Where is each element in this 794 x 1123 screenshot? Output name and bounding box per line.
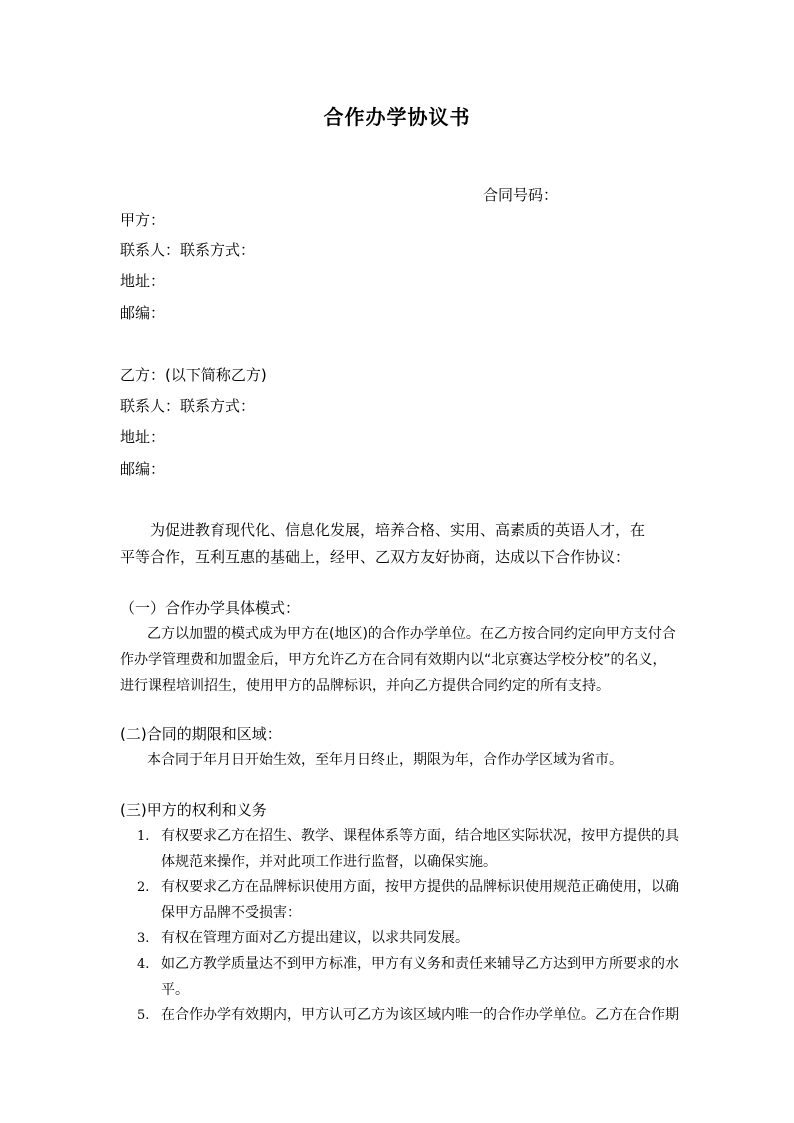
list-item-text: 有权要求乙方在招生、教学、课程体系等方面，结合地区实际状况，按甲方提供的具 [161,828,679,844]
list-item-number: 3. [137,931,150,946]
party-a-name-label: 甲方： [120,211,166,229]
contract-number-label: 合同号码： [483,186,559,204]
list-item-text: 如乙方教学质量达不到甲方标准，甲方有义务和责任来辅导乙方达到甲方所要求的水 [161,956,679,972]
section-1-line: 作办学管理费和加盟金后，甲方允许乙方在合同有效期内以“北京赛达学校分校”的名义， [120,652,667,668]
document-title: 合作办学协议书 [323,105,471,129]
party-a-contact-label: 联系人：联系方式： [120,241,256,259]
section-1-line: 进行课程培训招生，使用甲方的品牌标识，并向乙方提供合同约定的所有支持。 [120,678,610,694]
party-b-postcode-label: 邮编： [120,460,166,478]
intro-line: 平等合作，互利互惠的基础上，经甲、乙双方友好协商，达成以下合作协议： [120,548,631,566]
section-1-line: 乙方以加盟的模式成为甲方在(地区)的合作办学单位。在乙方按合同约定向甲方支付合 [147,626,676,642]
party-a-address-label: 地址： [120,272,166,290]
party-a-postcode-label: 邮编： [120,304,166,322]
list-item-text: 体规范来操作，并对此项工作进行监督，以确保实施。 [161,854,497,870]
list-item-text: 保甲方品牌不受损害： [161,905,301,921]
list-item-number: 5. [137,1008,150,1023]
list-item-number: 4. [137,957,150,972]
list-item-text: 平。 [161,982,189,998]
section-2-line: 本合同于年月日开始生效，至年月日终止，期限为年，合作办学区域为省市。 [147,752,623,768]
list-item-text: 有权要求乙方在品牌标识使用方面，按甲方提供的品牌标识使用规范正确使用，以确 [161,879,679,895]
list-item-number: 2. [137,880,150,895]
section-1-heading: （一）合作办学具体模式： [120,599,301,617]
list-item-text: 有权在管理方面对乙方提出建议，以求共同发展。 [161,930,469,946]
section-3-heading: (三)甲方的权利和义务 [120,801,267,819]
list-item-number: 1. [137,829,150,844]
party-b-address-label: 地址： [120,428,166,446]
list-item-text: 在合作办学有效期内，甲方认可乙方为该区域内唯一的合作办学单位。乙方在合作期 [161,1007,679,1023]
section-2-heading: (二)合同的期限和区域： [120,725,282,743]
party-b-name-label: 乙方：(以下简称乙方) [120,366,267,384]
party-b-contact-label: 联系人：联系方式： [120,397,256,415]
intro-line: 为促进教育现代化、信息化发展，培养合格、实用、高素质的英语人才，在 [150,521,646,539]
